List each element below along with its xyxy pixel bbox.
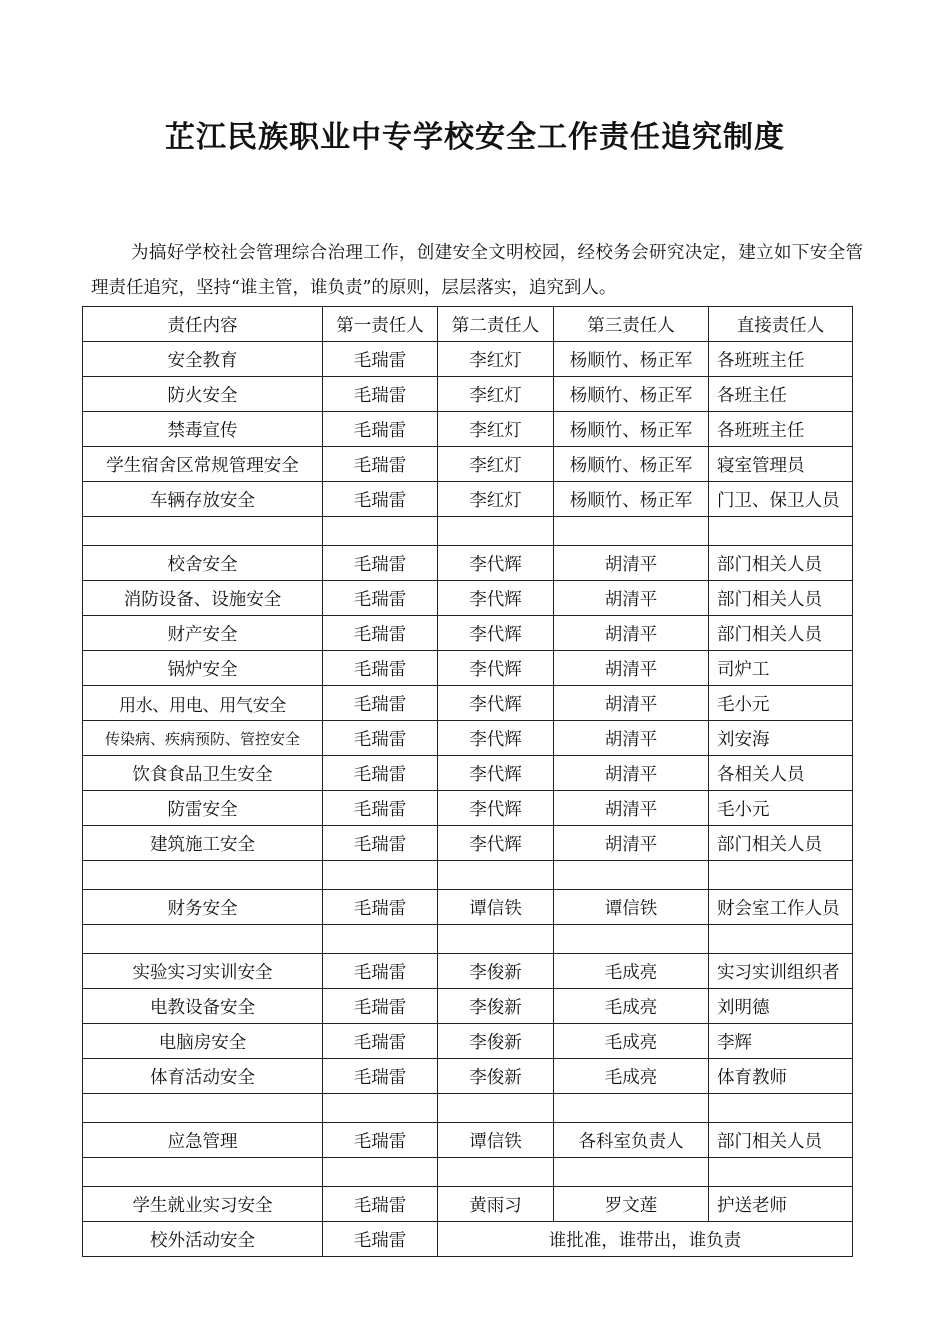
merged-note-cell: 谁批准，谁带出，谁负责 xyxy=(438,1222,853,1257)
table-row xyxy=(83,1059,853,1094)
cell-item xyxy=(83,861,323,890)
cell-first: 毛瑞雷 xyxy=(323,756,438,791)
cell-direct: 财会室工作人员 xyxy=(709,890,853,925)
table-row-last xyxy=(83,1222,853,1257)
cell-first xyxy=(323,925,438,954)
cell-first: 毛瑞雷 xyxy=(323,1123,438,1158)
cell-second: 李代辉 xyxy=(438,826,554,861)
cell-second: 李代辉 xyxy=(438,721,554,756)
cell-second: 黄雨习 xyxy=(438,1187,554,1222)
cell-item: 饮食食品卫生安全 xyxy=(83,756,323,791)
cell-third xyxy=(554,517,709,546)
table-row xyxy=(83,954,853,989)
cell-third: 胡清平 xyxy=(554,581,709,616)
cell-third: 罗文莲 xyxy=(554,1187,709,1222)
cell-third: 杨顺竹、杨正军 xyxy=(554,377,709,412)
cell-first xyxy=(323,861,438,890)
cell-second: 李代辉 xyxy=(438,546,554,581)
cell-direct: 护送老师 xyxy=(709,1187,853,1222)
cell-item: 禁毒宣传 xyxy=(83,412,323,447)
table-row xyxy=(83,342,853,377)
cell-second: 李代辉 xyxy=(438,651,554,686)
table-body xyxy=(83,307,853,1257)
cell-direct: 毛小元 xyxy=(709,686,853,721)
cell-third: 胡清平 xyxy=(554,616,709,651)
table-row xyxy=(83,686,853,721)
cell-first: 毛瑞雷 xyxy=(323,791,438,826)
table-row xyxy=(83,1024,853,1059)
responsibility-table xyxy=(82,306,853,1257)
cell-direct: 体育教师 xyxy=(709,1059,853,1094)
cell-third xyxy=(554,1094,709,1123)
cell-direct xyxy=(709,925,853,954)
cell-third: 毛成亮 xyxy=(554,989,709,1024)
cell-first: 毛瑞雷 xyxy=(323,546,438,581)
cell-direct xyxy=(709,861,853,890)
cell-second: 李红灯 xyxy=(438,447,554,482)
table-row xyxy=(83,890,853,925)
cell-third: 杨顺竹、杨正军 xyxy=(554,342,709,377)
cell-direct: 部门相关人员 xyxy=(709,546,853,581)
cell-direct: 各相关人员 xyxy=(709,756,853,791)
cell-item: 传染病、疾病预防、管控安全 xyxy=(83,721,323,756)
cell-second: 李代辉 xyxy=(438,686,554,721)
cell-first: 毛瑞雷 xyxy=(323,342,438,377)
cell-item: 财务安全 xyxy=(83,890,323,925)
table-header-row xyxy=(83,307,853,342)
cell-third: 胡清平 xyxy=(554,546,709,581)
cell-item: 消防设备、设施安全 xyxy=(83,581,323,616)
cell-third: 谭信铁 xyxy=(554,890,709,925)
cell-first: 毛瑞雷 xyxy=(323,377,438,412)
cell-direct: 门卫、保卫人员 xyxy=(709,482,853,517)
cell-second: 李俊新 xyxy=(438,1024,554,1059)
cell-item: 车辆存放安全 xyxy=(83,482,323,517)
cell-third: 毛成亮 xyxy=(554,1059,709,1094)
cell-item: 应急管理 xyxy=(83,1123,323,1158)
cell-first: 毛瑞雷 xyxy=(323,581,438,616)
cell-third: 胡清平 xyxy=(554,756,709,791)
cell-item xyxy=(83,1094,323,1123)
cell-direct: 毛小元 xyxy=(709,791,853,826)
cell-second xyxy=(438,861,554,890)
cell-direct: 各班主任 xyxy=(709,377,853,412)
cell-item: 电脑房安全 xyxy=(83,1024,323,1059)
cell-second: 李俊新 xyxy=(438,1059,554,1094)
table-row xyxy=(83,482,853,517)
table-row xyxy=(83,989,853,1024)
cell-item: 财产安全 xyxy=(83,616,323,651)
table-row xyxy=(83,447,853,482)
cell-item: 学生就业实习安全 xyxy=(83,1187,323,1222)
cell-second xyxy=(438,1158,554,1187)
cell-third: 胡清平 xyxy=(554,826,709,861)
cell-second: 谭信铁 xyxy=(438,1123,554,1158)
table-row xyxy=(83,581,853,616)
cell-item: 建筑施工安全 xyxy=(83,826,323,861)
table-row xyxy=(83,756,853,791)
cell-second: 谭信铁 xyxy=(438,890,554,925)
table-row xyxy=(83,861,853,890)
cell-item: 安全教育 xyxy=(83,342,323,377)
cell-item: 校外活动安全 xyxy=(83,1222,323,1257)
cell-item: 防雷安全 xyxy=(83,791,323,826)
header-cell-item: 责任内容 xyxy=(83,307,323,342)
cell-first xyxy=(323,1094,438,1123)
cell-first: 毛瑞雷 xyxy=(323,1222,438,1257)
cell-first: 毛瑞雷 xyxy=(323,1187,438,1222)
table-row xyxy=(83,1123,853,1158)
cell-direct xyxy=(709,517,853,546)
table-row xyxy=(83,1187,853,1222)
cell-second: 李俊新 xyxy=(438,954,554,989)
cell-first: 毛瑞雷 xyxy=(323,412,438,447)
cell-second: 李代辉 xyxy=(438,791,554,826)
cell-first: 毛瑞雷 xyxy=(323,989,438,1024)
cell-second: 李红灯 xyxy=(438,377,554,412)
cell-third: 胡清平 xyxy=(554,721,709,756)
cell-first: 毛瑞雷 xyxy=(323,482,438,517)
cell-third: 胡清平 xyxy=(554,791,709,826)
document-title: 芷江民族职业中专学校安全工作责任追究制度 xyxy=(165,120,785,155)
table-row xyxy=(83,412,853,447)
cell-first: 毛瑞雷 xyxy=(323,686,438,721)
cell-direct: 刘安海 xyxy=(709,721,853,756)
cell-item: 校舍安全 xyxy=(83,546,323,581)
cell-second xyxy=(438,1094,554,1123)
table-row xyxy=(83,925,853,954)
cell-item: 电教设备安全 xyxy=(83,989,323,1024)
cell-second: 李俊新 xyxy=(438,989,554,1024)
table-row xyxy=(83,1158,853,1187)
cell-direct xyxy=(709,1158,853,1187)
table-row xyxy=(83,651,853,686)
cell-first: 毛瑞雷 xyxy=(323,954,438,989)
header-cell-first: 第一责任人 xyxy=(323,307,438,342)
cell-direct xyxy=(709,1094,853,1123)
cell-item: 防火安全 xyxy=(83,377,323,412)
cell-third: 杨顺竹、杨正军 xyxy=(554,447,709,482)
table-row xyxy=(83,1094,853,1123)
cell-direct: 各班班主任 xyxy=(709,342,853,377)
cell-first: 毛瑞雷 xyxy=(323,1024,438,1059)
table-row xyxy=(83,546,853,581)
cell-third: 各科室负责人 xyxy=(554,1123,709,1158)
cell-item xyxy=(83,925,323,954)
cell-first: 毛瑞雷 xyxy=(323,651,438,686)
cell-third xyxy=(554,925,709,954)
cell-item: 锅炉安全 xyxy=(83,651,323,686)
table-row xyxy=(83,721,853,756)
cell-third xyxy=(554,1158,709,1187)
cell-first: 毛瑞雷 xyxy=(323,890,438,925)
table-row xyxy=(83,616,853,651)
cell-item: 实验实习实训安全 xyxy=(83,954,323,989)
cell-third: 杨顺竹、杨正军 xyxy=(554,412,709,447)
cell-item xyxy=(83,1158,323,1187)
header-cell-direct: 直接责任人 xyxy=(709,307,853,342)
cell-third: 胡清平 xyxy=(554,651,709,686)
table-row xyxy=(83,826,853,861)
cell-first: 毛瑞雷 xyxy=(323,1059,438,1094)
cell-direct: 司炉工 xyxy=(709,651,853,686)
cell-third xyxy=(554,861,709,890)
cell-direct: 部门相关人员 xyxy=(709,616,853,651)
cell-direct: 各班班主任 xyxy=(709,412,853,447)
cell-first: 毛瑞雷 xyxy=(323,721,438,756)
header-cell-second: 第二责任人 xyxy=(438,307,554,342)
intro-paragraph: 为搞好学校社会管理综合治理工作，创建安全文明校园，经校务会研究决定，建立如下安全管理责任追究，坚持“谁主管，谁负责”的原则，层层落实，追究到人。 xyxy=(91,243,863,298)
cell-second xyxy=(438,925,554,954)
cell-item: 学生宿舍区常规管理安全 xyxy=(83,447,323,482)
cell-first: 毛瑞雷 xyxy=(323,826,438,861)
cell-first xyxy=(323,1158,438,1187)
cell-second: 李红灯 xyxy=(438,482,554,517)
header-cell-third: 第三责任人 xyxy=(554,307,709,342)
cell-second: 李代辉 xyxy=(438,756,554,791)
cell-direct: 部门相关人员 xyxy=(709,581,853,616)
cell-direct: 刘明德 xyxy=(709,989,853,1024)
table-row xyxy=(83,377,853,412)
cell-second: 李红灯 xyxy=(438,412,554,447)
cell-second: 李代辉 xyxy=(438,581,554,616)
cell-third: 毛成亮 xyxy=(554,954,709,989)
cell-direct: 李辉 xyxy=(709,1024,853,1059)
table-row xyxy=(83,791,853,826)
cell-second: 李红灯 xyxy=(438,342,554,377)
cell-second xyxy=(438,517,554,546)
cell-direct: 寝室管理员 xyxy=(709,447,853,482)
cell-item: 用水、用电、用气安全 xyxy=(83,686,323,721)
cell-direct: 部门相关人员 xyxy=(709,1123,853,1158)
cell-third: 毛成亮 xyxy=(554,1024,709,1059)
cell-item xyxy=(83,517,323,546)
cell-direct: 部门相关人员 xyxy=(709,826,853,861)
cell-second: 李代辉 xyxy=(438,616,554,651)
table-row xyxy=(83,517,853,546)
cell-item: 体育活动安全 xyxy=(83,1059,323,1094)
cell-first: 毛瑞雷 xyxy=(323,616,438,651)
cell-third: 杨顺竹、杨正军 xyxy=(554,482,709,517)
cell-third: 胡清平 xyxy=(554,686,709,721)
cell-direct: 实习实训组织者 xyxy=(709,954,853,989)
cell-first xyxy=(323,517,438,546)
cell-first: 毛瑞雷 xyxy=(323,447,438,482)
